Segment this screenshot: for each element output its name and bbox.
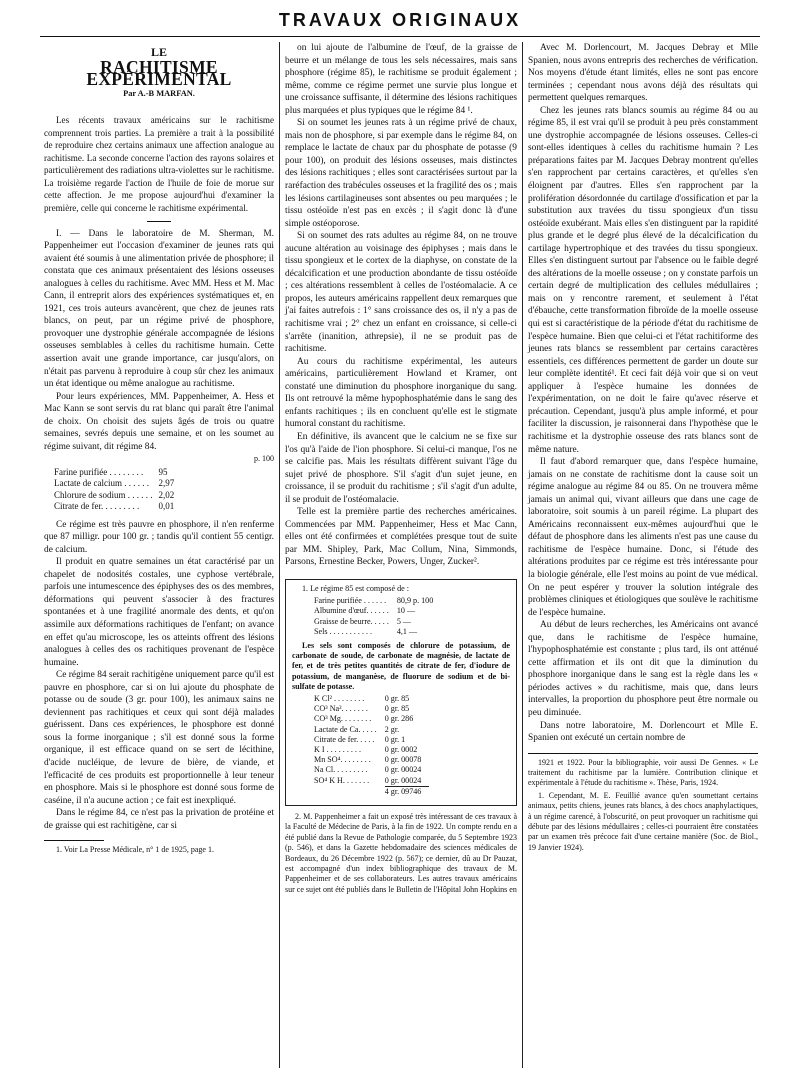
- table-row: Na Cl. . . . . . . . . 0 gr. 00024: [314, 765, 422, 775]
- recipe-unit: p. 100: [254, 454, 274, 464]
- table-row: Farine purifiée . . . . . . . . 95: [54, 466, 168, 477]
- paragraph: I. — Dans le laboratoire de M. Sherman, M. Pappenheimer eut l'occasion d'examiner de jeunes rats qui avaient été soumis à une alimentation privée de phosphore; il constata que ces animaux présentaient des lésions osseuses analogues à celles du rachitisme. Avec MM. Hess et M. Mac Cann, il entreprit alors des expériences systématiques et, en 1921, ces trois auteurs avancèrent, que chez de jeunes rats blancs, on peut, par un régime privé de phosphore, provoquer une dystrophie générale accompagnée de lésions osseuses semblables à celles du rachitisme humain. Cette assertion avait une grande importance, car jusqu'alors, on n'était pas parvenu à reproduire à coup sûr chez les animaux un état identique ou même analogue au rachitisme.: [44, 228, 274, 390]
- paragraph: Dans le régime 84, ce n'est pas la privation de protéine et de graisse qui est rachitigène, car si: [44, 808, 274, 831]
- column-divider: [522, 42, 523, 1068]
- table-row: CO³ Na². . . . . . . 0 gr. 85: [314, 704, 410, 714]
- table-row: SO⁴ K H. . . . . . . 0 gr. 00024: [314, 775, 422, 785]
- footnote-continuation: 1921 et 1922. Pour la bibliographie, voir aussi De Gennes. « Le traitement du rachitisme par la lumière. Contribution clinique et expérimentale à l'étude du rachitisme ». Thèse, Paris, 1924.: [528, 757, 758, 788]
- footnotes: [285, 812, 517, 895]
- table-row: Lactate de Ca. . . . . 2 gr.: [314, 724, 400, 734]
- footnote-rule: [44, 840, 104, 841]
- recipe-table: [54, 467, 180, 513]
- table-row: Citrate de fer. . . . . . . . . 0,01: [54, 501, 175, 512]
- paragraph: Au début de leurs recherches, les Américains ont avancé que, dans le rachitisme de l'espèce humaine, l'hypophosphatémie est constante ; plus tard, ils ont atténué cette affirmation et ils ont dit que la diminution du phosphore inorganique dans le sang est la règle dans les « périodes actives » du rachitisme, mais que, dans leurs intervalles, la proportion du phosphore peut être normale ou peu diminuée.: [528, 620, 758, 718]
- section-header: TRAVAUX ORIGINAUX: [278, 10, 522, 30]
- footnote: 1. Voir La Presse Médicale, n° 1 de 1925, page 1.: [56, 845, 214, 855]
- paragraph: Ce régime 84 serait rachitigène uniquement parce qu'il est pauvre en phosphore, car si on lui ajoute du phosphate de potasse ou de soude (3 gr. pour 100), les animaux sains ne deviennent pas rachitiques et ceux qui sont déjà malades guérissent. Dans ces expériences, le phosphore est donné sous la forme inorganique ; s'il est donné sous la forme organique, il est efficace quand on se sert de lécithine, d'acide nucléique, de levure de bière, de viande, et l'efficacité de ces produits est proportionnelle à leur teneur en phosphore. Mais si le phosphore est donné sous forme de caséine, il n'a aucune action ; ce fait est inexpliqué.: [44, 670, 274, 806]
- intro: [44, 114, 274, 214]
- paragraph: Au cours du rachitisme expérimental, les auteurs américains, particulièrement Howland et Kramer, ont constaté une diminution du phosphore inorganique du sang. Ils ont retrouvé la même hypophosphatémie dans le sang des enfants rachitiques ; ils en concluent qu'elle est le stigmate humoral constant du rachitisme.: [285, 356, 517, 430]
- footnotes: [528, 758, 758, 854]
- table-row: K Cl² . . . . . . . . 0 gr. 85: [314, 694, 410, 703]
- salts-table: [314, 694, 429, 797]
- column-middle: [285, 42, 517, 897]
- regime-table: [314, 596, 441, 637]
- paragraph: Ce régime est très pauvre en phosphore, il n'en renferme que 87 milligr. pour 100 gr. ; tandis qu'il contient 55 centigr. de calcium.: [44, 519, 274, 555]
- footnote: 1. Cependant, M. E. Feuillié avance qu'en soumettant certains animaux, petits chiens, jeunes rats blancs, à des chocs anaphylactiques, à un régime carencé, à l'obscurité, on peut provoquer un rachitisme qui débute par des lésions médullaires ; celles-ci pourraient être constatées par un examen très précoce fait d'une certaine manière (Soc. de Biol., 19 Janvier 1924).: [528, 790, 758, 852]
- intro-paragraph: Les récents travaux américains sur le rachitisme comprennent trois parties. La première a trait à la possibilité de reproduire chez certains animaux une affection analogue au rachitisme. La seconde concerne l'action des rayons solaires et particulièrement des radiations ultra-violettes sur le rachitisme. La troisième regarde l'action de l'huile de foie de morue sur cette affection. Je me propose aujourd'hui d'examiner la première, celle qui concerne le rachitisme expérimental.: [44, 115, 274, 214]
- column-right: [528, 42, 758, 855]
- byline: Par A.-B MARFAN.: [123, 88, 195, 98]
- table-row: CO³ Mg. . . . . . . . 0 gr. 286: [314, 714, 414, 724]
- header-rule: [40, 36, 760, 37]
- table-row: Albumine d'œuf. . . . . . 10 —: [314, 606, 416, 616]
- article-label: LE: [150, 45, 167, 59]
- table-row: Mn SO⁴. . . . . . . . 0 gr. 00078: [314, 755, 422, 765]
- table-row: Citrate de fer. . . . . 0 gr. 1: [314, 734, 406, 744]
- table-row: Lactate de calcium . . . . . . 2,97: [54, 478, 175, 489]
- paragraph: Si on soumet les jeunes rats à un régime privé de chaux, mais non de phosphore, si par exemple dans le régime 84, on remplace le lactate de chaux par du phosphate de potasse (9 pour 100), on produit des lésions osseuses, mais distinctes des lésions rachitiques ; elles sont caractérisées surtout par la raréfaction des trabécules osseuses et la fragilité des os ; mais les lésions cartilagineuses sont absentes ou peu marquées ; le tissu ostéoïde n'est pas en excès ; il s'agit donc là d'une simple ostéoporose.: [285, 118, 517, 229]
- footnote: 2. M. Pappenheimer a fait un exposé très intéressant de ces travaux à la Faculté de Médecine de Paris, à la fin de 1922. Un compte rendu en a été publié dans la Revue de Pathologie comparée, du 5 Septembre 1923 (p. 546), et dans la Gazette hebdomadaire des sciences médicales de Bordeaux, du 26 Décembre 1922 (p. 567); ce dernier, dû au Dr Pauzat, est accompagné d'un index bibliographique des travaux de M. Pappenheimer et de ses collaborateurs. Les autres travaux américains sur ce sujet ont été publiés dans le Bulletin de l'Hôpital John Hopkins en: [285, 812, 517, 894]
- table-row: Graisse de beurre. . . . . 5 —: [314, 616, 412, 626]
- paragraph: Il faut d'abord remarquer que, dans l'espèce humaine, jamais on ne constate de rachitisme dont la cause soit un régime analogue au régime 84 ou 85. On ne trouvera même jamais un animal qui, vivant ailleurs que dans une cage de laboratoire, soit soumis à un pareil régime. La plupart des Américains reconnaissent eux-mêmes aujourd'hui que le défaut de phosphore dans les aliments n'est pas une cause du rachitisme de l'espèce humaine. Donc, si l'étude des altérations produites par ce régime est très intéressante pour la biologie générale, elle l'est moins au point de vue médical. On ne peut espérer y trouver la solution intégrale des problèmes cliniques et étiologiques que soulève le rachitisme de l'espèce humaine.: [528, 457, 758, 618]
- table-total-row: 4 gr. 09746: [314, 786, 429, 797]
- table-row: Farine purifiée . . . . . . 80,9 p. 100: [314, 596, 434, 606]
- section-separator: [147, 221, 171, 222]
- box-text: Les sels sont composés de chlorure de potassium, de carbonate de soude, de carbonate de magnésie, de lactate de fer, et de très petites quantités de citrate de fer, d'iodure de potassium, de manganèse, de fluorure de sodium et de bi-sulfate de potasse.: [292, 640, 510, 691]
- paragraph: Avec M. Dorlencourt, M. Jacques Debray et Mlle Spanien, nous avons entrepris des recherches de vérification. Nos moyens d'étude étant limités, elles ne sont pas encore terminées ; cependant nous avons déjà des résultats qui permettent quelques remarques.: [528, 43, 758, 104]
- box-title: 1. Le régime 85 est composé de :: [302, 583, 409, 593]
- footnote-rule: [528, 753, 758, 754]
- paragraph: Si on soumet des rats adultes au régime 84, on ne trouve aucune altération au voisinage des épiphyses ; mais dans le tissu spongieux et le cortex de la diaphyse, on constate de la décalcification et une production abondante de tissu ostéoïde ; ces altérations ressemblent à celles de l'ostéomalacie. A ce propos, les auteurs américains rappellent deux remarques que j'ai faites autrefois : 1° sans croissance des os, il n'y a pas de rachitisme vrai ; 2° chez un enfant en croissance, si celle-ci s'arrête (inanition, athrepsie), il ne se produit pas de rachitisme.: [285, 231, 517, 355]
- footnote-box: [285, 579, 517, 806]
- paragraph: Pour leurs expériences, MM. Pappenheimer, A. Hess et Mac Kann se sont servis du rat blanc qui paraît être l'animal de choix. On choisit des sujets âgés de trois ou quatre semaines, sevrés depuis une semaine, et on les soumet au régime suivant, dit régime 84.: [44, 391, 274, 452]
- paragraph: En définitive, ils avancent que le calcium ne se fixe sur l'os qu'à l'aide de l'ion phosphore. Si celui-ci manque, l'os ne se calcifie pas. Mais les résultats diffèrent suivant l'âge du sujet privé de phosphore. S'il s'agit d'un sujet jeune, en croissance, il se produit du rachitisme ; s'il s'agit d'un adulte, il se produit de l'ostéomalacie.: [285, 431, 517, 505]
- article-title: RACHITISME EXPÉRIMENTAL: [86, 56, 232, 90]
- table-row: Sels . . . . . . . . . . . 4,1 —: [314, 626, 418, 636]
- paragraph: Il produit en quatre semaines un état caractérisé par un chapelet de nodosités costales, une cyphose vertébrale, parfois une intumescence des épiphyses des os des membres, déformations qui peuvent s'associer à des fractures spontanées et à une fragilité anormale des dents, et qu'on assimile aux déformations rachitiques de l'enfant; on avance en effet qu'au microscope, les os atteints offrent des lésions analogues à celles des os rachitiques provenant de l'espèce humaine.: [44, 557, 274, 668]
- column-divider: [279, 42, 280, 1068]
- paragraph: Chez les jeunes rats blancs soumis au régime 84 ou au régime 85, il est vrai qu'il se produit à peu près constamment une dystrophie accompagnée de lésions osseuses. Celles-ci sont-elles identiques à celles du rachitisme humain ? Les préparations faites par M. Jacques Debray montrent qu'elles s'en rapprochent par certains caractères, et qu'elles s'en éloignent par d'autres. Elles s'en rapprochent par la prolifération désordonnée du cartilage d'ossification et par la substitution aux travées du tissu spongieux d'un tissu ostéoïde exubérant. Mais elles s'en distinguent par la rapidité plus grande et le degré plus élevé de la décalcification du cartilage hypertrophique et des travées du tissu spongieux. Elles s'en distinguent surtout par l'absence ou le faible degré des altérations de la moelle osseuse ; on y constate parfois un certain degré de multiplication des cellules médullaires ; mais on y rencontre rarement, et seulement à l'état d'ébauche, cette transformation fibroïde de la moelle osseuse qui est si caractéristique de la période d'état du rachitisme de l'espèce humaine. Bien que celui-ci et l'état rachitiforme des jeunes rats blancs se ressemblent par certains caractères essentiels, ces différences permettent de garder un doute sur leur complète identité¹. Et ceci fait déjà voir que si on veut appliquer à l'espèce humaine les données de l'expérimentation, on ne doit le faire qu'avec réserve et précaution. Cependant, jusqu'à plus ample informé, et pour faciliter la discussion, je raisonnerai dans l'hypothèse que le rachitisme et la dystrophie osseuse des rats blancs sont de même nature.: [528, 105, 758, 455]
- paragraph: Telle est la première partie des recherches américaines. Commencées par MM. Pappenheimer, Hess et Mac Cann, elles ont été confirmées et complétées presque tout de suite par MM. Shipley, Park, Mac Collum, Nina, Simmonds, Parsons, Ernestine Becker, Powers, Unger, Zucker².: [285, 507, 517, 568]
- column-left: [44, 42, 274, 856]
- table-row: Chlorure de sodium . . . . . . 2,02: [54, 489, 175, 500]
- paragraph: Dans notre laboratoire, M. Dorlencourt et Mlle E. Spanien ont exécuté un certain nombre de: [528, 720, 758, 744]
- table-row: K I . . . . . . . . . 0 gr. 0002: [314, 745, 418, 755]
- paragraph: on lui ajoute de l'albumine de l'œuf, de la graisse de beurre et un mélange de tous les sels nécessaires, mais sans phosphore (régime 85), le rachitisme se produit également ; même, comme ce régime permet une survie plus longue et une croissance suffisante, il détermine des lésions rachitiques plus marquées et plus typiques que le régime 84 ¹.: [285, 43, 517, 116]
